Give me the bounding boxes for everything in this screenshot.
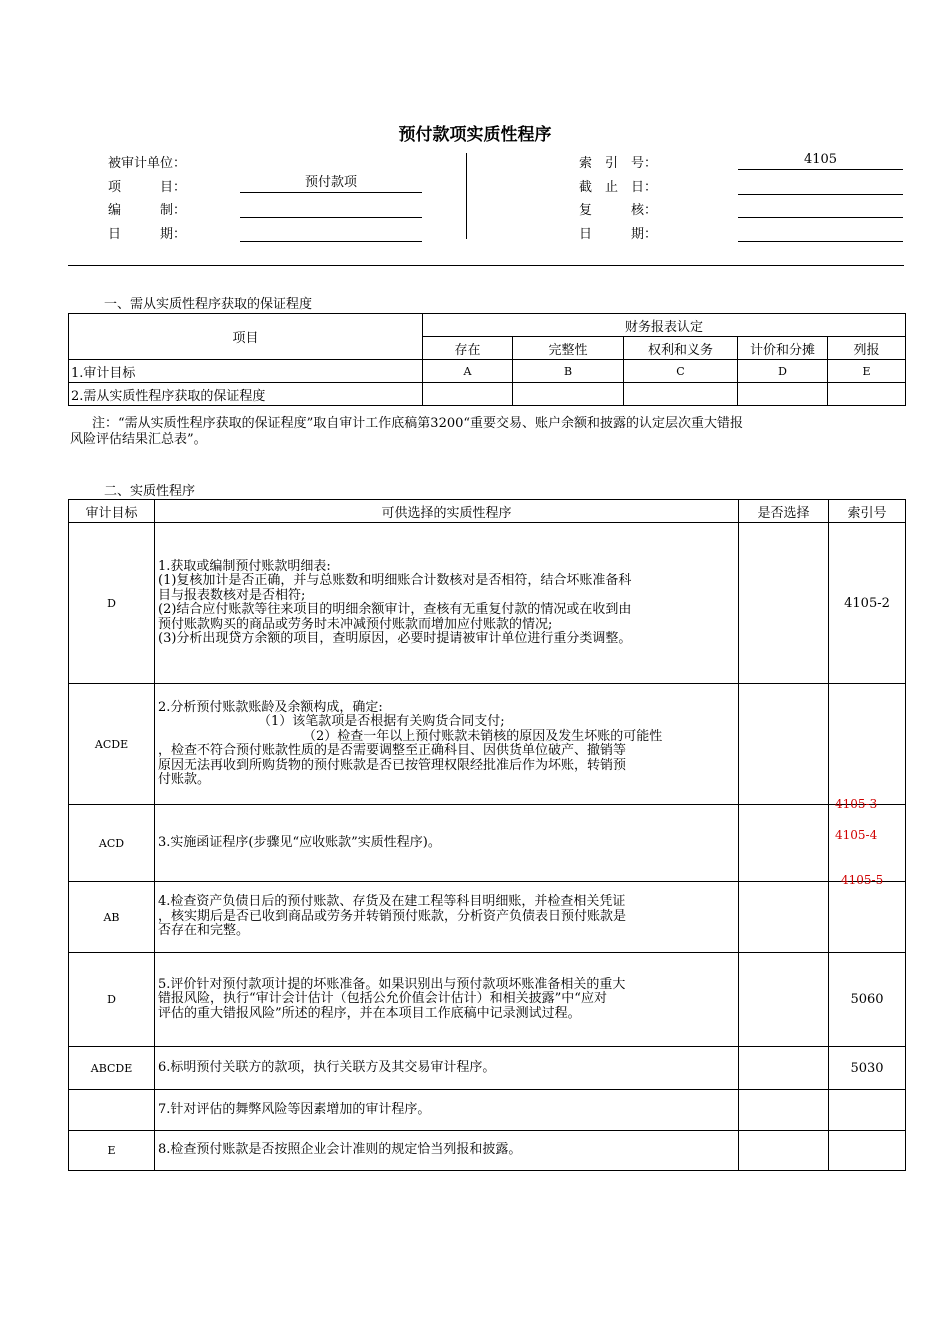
- row-objective: D: [69, 953, 155, 1047]
- row-objective: D: [69, 523, 155, 684]
- table-row: [69, 805, 906, 882]
- index-ref-red: 4105-5: [841, 873, 884, 887]
- procedure-line: (2)结合应付账款等往来项目的明细余额审计，查核有无重复付款的情况或在收到由: [158, 602, 632, 617]
- index-ref-red: 4105-3: [835, 797, 878, 811]
- review-date-label: 日 期：: [579, 227, 658, 242]
- row-cell: D: [738, 360, 828, 383]
- review-field[interactable]: [738, 199, 903, 218]
- prepared-field[interactable]: [240, 199, 422, 218]
- table-row: [69, 1090, 906, 1131]
- review-label: 复 核：: [579, 203, 658, 218]
- table-row: [69, 360, 906, 383]
- procedure-line: 否存在和完整。: [158, 923, 250, 939]
- row-procedure: [155, 523, 739, 684]
- row-index: [829, 1090, 906, 1131]
- note-line2: 风险评估结果汇总表”。: [70, 432, 207, 447]
- row-objective: E: [69, 1131, 155, 1171]
- row-label: 2.需从实质性程序获取的保证程度: [69, 383, 423, 406]
- procedure-line: 3.实施函证程序(步骤见“应收账款”实质性程序)。: [158, 834, 441, 850]
- row-procedure: [155, 953, 739, 1047]
- audited-unit-label: 被审计单位：: [108, 156, 187, 171]
- row-cell: C: [624, 360, 738, 383]
- assertion-existence: 存在: [423, 337, 513, 360]
- item-value: 预付款项: [240, 174, 422, 193]
- col-item-header: 项目: [69, 314, 423, 360]
- procedure-line: 8.检查预付账款是否按照企业会计准则的规定恰当列报和披露。: [158, 1142, 522, 1158]
- table-row: [69, 523, 906, 684]
- row-index: [829, 684, 906, 805]
- row-procedure: [155, 1131, 739, 1171]
- procedure-line: 目与报表数核对是否相符;: [158, 587, 306, 603]
- table-row: [69, 953, 906, 1047]
- row-selected[interactable]: [739, 1090, 829, 1131]
- col-selected-header: 是否选择: [739, 500, 829, 523]
- procedure-line: (1)复核加计是否正确，并与总账数和明细账合计数核对是否相符，结合坏账准备科: [158, 573, 632, 588]
- table-row: [69, 882, 906, 953]
- date-label: 日 期：: [108, 227, 187, 242]
- row-procedure: [155, 684, 739, 805]
- page-title: 预付款项实质性程序: [398, 125, 552, 145]
- row-procedure: [155, 882, 739, 953]
- row-procedure: [155, 1090, 739, 1131]
- row-procedure: [155, 805, 739, 882]
- table-row: [69, 383, 906, 406]
- review-date-field[interactable]: [738, 223, 903, 242]
- procedure-line: 原因无法再收到所购货物的预付账款是否已按管理权限经批准后作为坏账，转销预: [158, 757, 627, 773]
- row-cell[interactable]: [513, 383, 624, 406]
- procedure-line: ，检查不符合预付账款性质的是否需要调整至正确科目、因供货单位破产、撤销等: [158, 743, 627, 758]
- procedures-table: [68, 499, 906, 1171]
- row-selected[interactable]: [739, 882, 829, 953]
- row-cell[interactable]: [624, 383, 738, 406]
- col-procedure-header: 可供选择的实质性程序: [155, 500, 739, 523]
- row-selected[interactable]: [739, 684, 829, 805]
- row-cell[interactable]: [423, 383, 513, 406]
- row-index: 5030: [829, 1047, 906, 1090]
- row-cell[interactable]: [738, 383, 828, 406]
- assertion-completeness: 完整性: [513, 337, 624, 360]
- procedure-line: ，核实期后是否已收到商品或劳务并转销预付账款，分析资产负债表日预付账款是: [158, 908, 627, 924]
- header-rule: [68, 265, 904, 266]
- row-objective: AB: [69, 882, 155, 953]
- row-objective: ABCDE: [69, 1047, 155, 1090]
- col-index-header: 索引号: [829, 500, 906, 523]
- row-selected[interactable]: [739, 1047, 829, 1090]
- row-selected[interactable]: [739, 523, 829, 684]
- row-index: [829, 797, 906, 887]
- cutoff-field[interactable]: [738, 176, 903, 195]
- row-cell: B: [513, 360, 624, 383]
- row-selected[interactable]: [739, 805, 829, 882]
- col-assertions-header: 财务报表认定: [423, 314, 906, 337]
- item-label: 项 目：: [108, 180, 187, 195]
- index-label: 索 引 号：: [579, 156, 658, 171]
- date-field[interactable]: [240, 223, 422, 242]
- row-index: [829, 882, 906, 953]
- index-value: 4105: [738, 151, 903, 170]
- procedure-line: 7.针对评估的舞弊风险等因素增加的审计程序。: [158, 1101, 431, 1117]
- procedure-line: 5.评价针对预付款项计提的坏账准备。如果识别出与预付款项坏账准备相关的重大: [158, 976, 626, 992]
- section1-heading: 一、需从实质性程序获取的保证程度: [104, 297, 313, 312]
- row-cell: A: [423, 360, 513, 383]
- procedure-line: (3)分析出现贷方余额的项目，查明原因，必要时提请被审计单位进行重分类调整。: [158, 631, 632, 646]
- table-row: [69, 684, 906, 805]
- assertion-rights: 权利和义务: [624, 337, 738, 360]
- row-cell: E: [828, 360, 906, 383]
- cutoff-label: 截 止 日：: [579, 180, 658, 195]
- table-row: [69, 1131, 906, 1171]
- procedure-line: 1.获取或编制预付账款明细表:: [158, 558, 331, 574]
- note-line1: 注：“需从实质性程序获取的保证程度”取自审计工作底稿第3200“重要交易、账户余额和披露的认定层次重大错报: [92, 416, 744, 431]
- row-index: [829, 1131, 906, 1171]
- procedure-line: 付账款。: [158, 772, 211, 787]
- prepared-label: 编 制：: [108, 203, 187, 218]
- section2-heading: 二、实质性程序: [104, 484, 196, 499]
- row-index: 4105-2: [829, 523, 906, 684]
- row-cell[interactable]: [828, 383, 906, 406]
- row-procedure: [155, 1047, 739, 1090]
- procedure-line: （2）检查一年以上预付账款未销核的原因及发生坏账的可能性: [303, 728, 663, 744]
- row-label: 1.审计目标: [69, 360, 423, 383]
- row-objective: [69, 1090, 155, 1131]
- index-ref-red: 4105-4: [835, 828, 878, 842]
- procedure-line: 6.标明预付关联方的款项，执行关联方及其交易审计程序。: [158, 1059, 496, 1075]
- table-row: [69, 1047, 906, 1090]
- row-objective: ACD: [69, 805, 155, 882]
- procedure-line: 评估的重大错报风险”所述的程序，并在本项目工作底稿中记录测试过程。: [158, 1005, 581, 1021]
- row-index: 5060: [829, 953, 906, 1047]
- procedure-line: 2.分析预付账款账龄及余额构成，确定:: [158, 699, 383, 715]
- procedure-line: 错报风险，执行“审计会计估计（包括公允价值会计估计）和相关披露”中“应对: [158, 991, 607, 1007]
- header-divider: [466, 153, 467, 239]
- assertion-valuation: 计价和分摊: [738, 337, 828, 360]
- row-objective: ACDE: [69, 684, 155, 805]
- procedure-line: （1）该笔款项是否根据有关购货合同支付;: [258, 714, 505, 729]
- row-selected[interactable]: [739, 953, 829, 1047]
- assertion-presentation: 列报: [828, 337, 906, 360]
- col-objective-header: 审计目标: [69, 500, 155, 523]
- assurance-table: [68, 313, 906, 406]
- procedure-line: 预付账款购买的商品或劳务时未冲减预付账款而增加应付账款的情况;: [158, 616, 553, 632]
- procedure-line: 4.检查资产负债日后的预付账款、存货及在建工程等科目明细账，并检查相关凭证: [158, 894, 626, 910]
- row-selected[interactable]: [739, 1131, 829, 1171]
